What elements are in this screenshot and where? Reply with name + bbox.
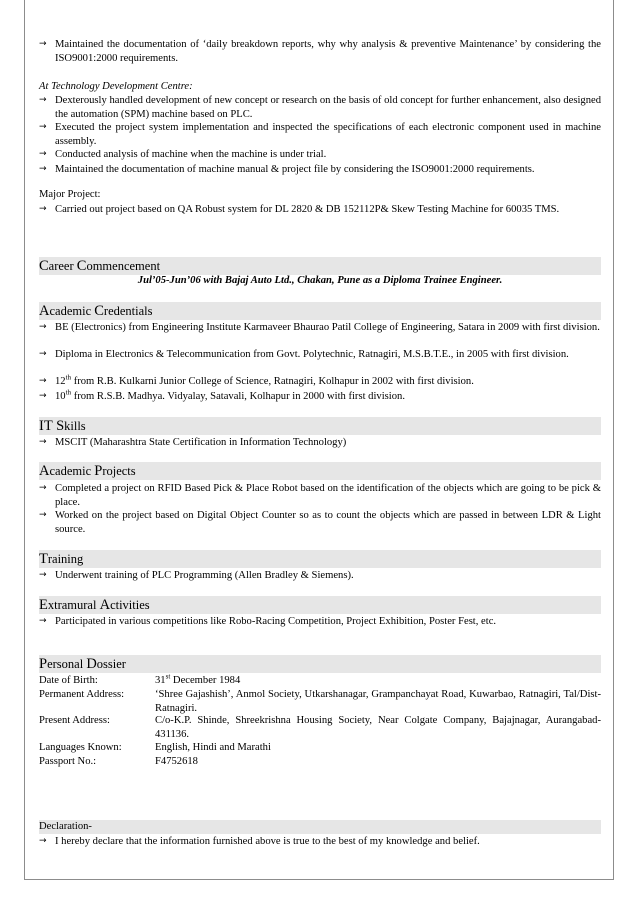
arrow-bullet-icon: → [39,376,47,386]
languages-row: Languages Known: English, Hindi and Marathi [39,742,271,753]
list-item: → Diploma in Electronics & Telecommunication from Govt. Polytechnic, Ratnagiri, M.S.B.T.E., in 2005 with first division. [39,349,569,360]
list-item: → Maintained the documentation of ‘daily breakdown reports, why why analysis & preventive Maintenance’ by considering the ISO9001:2000 requirements. [39,39,601,64]
list-item: → Conducted analysis of machine when the machine is under trial. [39,149,327,160]
arrow-bullet-icon: → [39,322,47,332]
arrow-bullet-icon: → [39,836,47,846]
declaration-heading: Declaration- [39,820,601,834]
list-item: → MSCIT (Maharashtra State Certification in Information Technology) [39,437,347,448]
arrow-bullet-icon: → [39,39,47,49]
projects-section-heading: Academic Projects [39,462,601,480]
arrow-bullet-icon: → [39,204,47,214]
resume-page [24,0,614,880]
list-item: → Participated in various competitions like Robo-Racing Competition, Project Exhibition, Poster Fest, etc. [39,616,497,627]
passport-row: Passport No.: F4752618 [39,756,198,767]
arrow-bullet-icon: → [39,483,47,493]
list-item: → BE (Electronics) from Engineering Institute Karmaveer Bhaurao Patil College of Engineering, Satara in 2009 with first division. [39,322,600,333]
permanent-address-row: Permanent Address: ‘Shree Gajashish’, Anmol Society, Utkarshanagar, Grampanchayat Road, Kuwarbao, Ratnagiri, Tal/Dist-Ratnagiri. [39,689,601,714]
arrow-bullet-icon: → [39,510,47,520]
tdc-heading: At Technology Development Centre: [39,81,193,92]
list-item: → Underwent training of PLC Programming (Allen Bradley & Siemens). [39,570,354,581]
career-section-heading: Career Commencement [39,257,601,275]
list-item: → I hereby declare that the information furnished above is true to the best of my knowledge and belief. [39,836,480,847]
arrow-bullet-icon: → [39,122,47,132]
list-item: → 12th from R.B. Kulkarni Junior College of Science, Ratnagiri, Kolhapur in 2002 with first division. [39,373,474,387]
list-item: → Dexterously handled development of new concept or research on the basis of old concept for further enhancement, also designed the automation (SPM) machine based on PLC. [39,95,601,120]
major-project-heading: Major Project: [39,189,101,200]
present-address-row: Present Address: C/o-K.P. Shinde, Shreekrishna Housing Society, Near Colgate Company, Bajajnagar, Aurangabad- 431136. [39,715,601,740]
career-line: Jul’05-Jun’06 with Bajaj Auto Ltd., Chakan, Pune as a Diploma Trainee Engineer. [137,275,503,286]
list-item: → 10th from R.S.B. Madhya. Vidyalay, Satavali, Kolhapur in 2000 with first division. [39,388,405,402]
arrow-bullet-icon: → [39,349,47,359]
arrow-bullet-icon: → [39,616,47,626]
academic-section-heading: Academic Credentials [39,302,601,320]
personal-section-heading: Personal Dossier [39,655,601,673]
dob-row: Date of Birth: 31st December 1984 [39,672,241,686]
extramural-section-heading: Extramural Activities [39,596,601,614]
arrow-bullet-icon: → [39,437,47,447]
it-skills-section-heading: IT Skills [39,417,601,435]
list-item: → Carried out project based on QA Robust system for DL 2820 & DB 152112P& Skew Testing Machine for 60035 TMS. [39,204,560,215]
arrow-bullet-icon: → [39,164,47,174]
list-item: → Worked on the project based on Digital Object Counter so as to count the objects which are passed in between LDR & Light source. [39,510,601,535]
arrow-bullet-icon: → [39,95,47,105]
list-item: → Executed the project system implementation and inspected the specifications of each electronic component used in machine assembly. [39,122,601,147]
list-item: → Maintained the documentation of machine manual & project file by considering the ISO9001:2000 requirements. [39,164,535,175]
arrow-bullet-icon: → [39,391,47,401]
training-section-heading: Training [39,550,601,568]
arrow-bullet-icon: → [39,570,47,580]
list-item: → Completed a project on RFID Based Pick & Place Robot based on the identification of the objects which are going to be pick & place. [39,483,601,508]
arrow-bullet-icon: → [39,149,47,159]
